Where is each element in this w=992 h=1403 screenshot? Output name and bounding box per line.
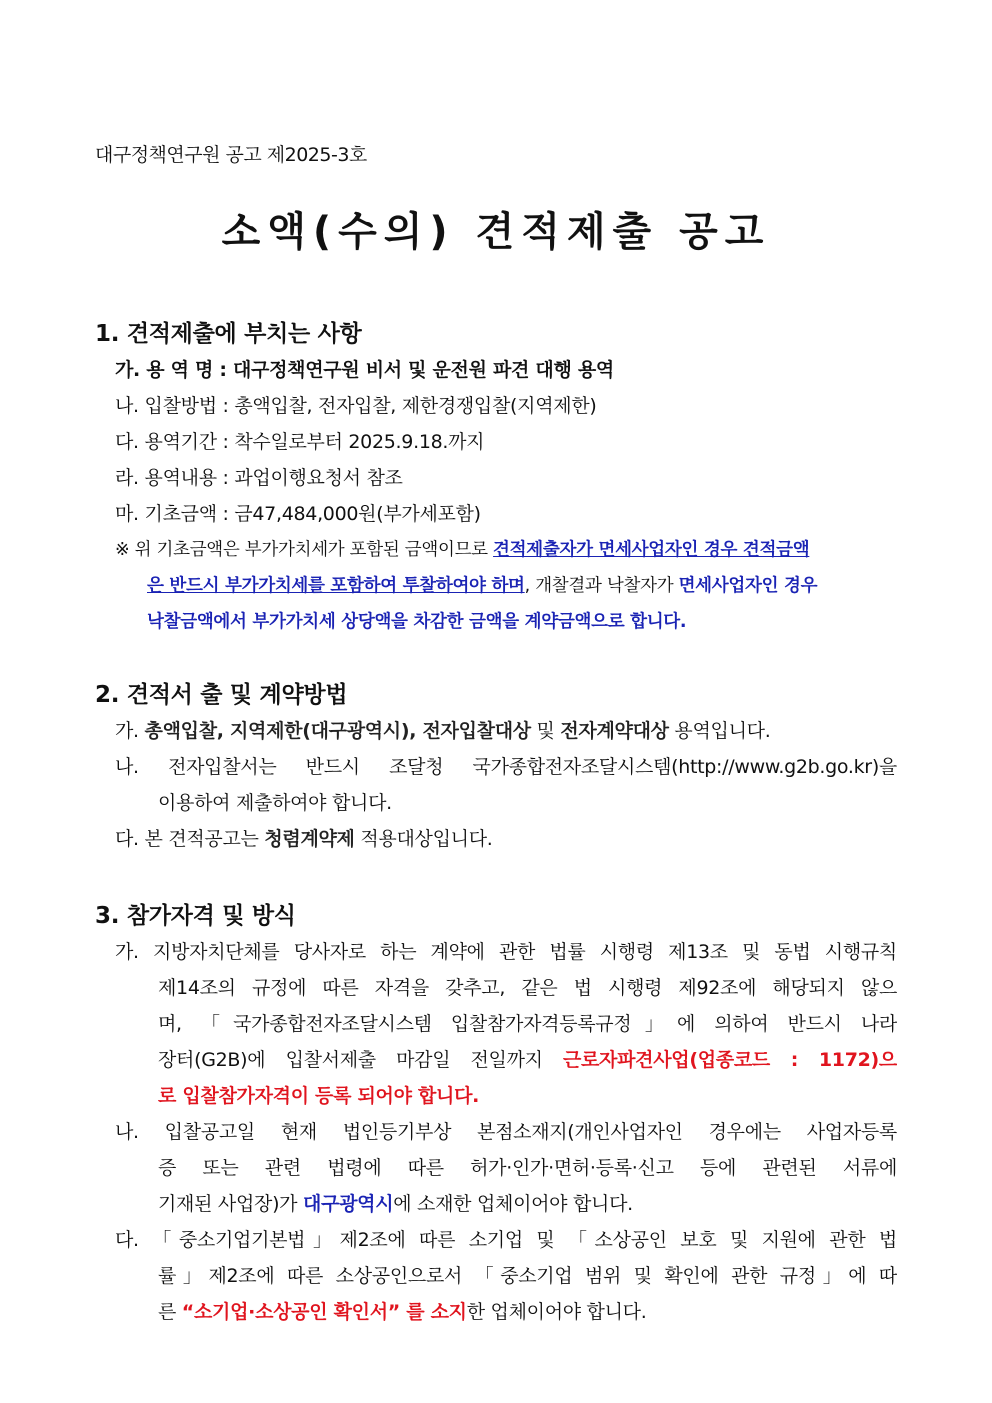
notice-number: 대구정책연구원 공고 제2025-3호 — [95, 144, 367, 166]
section-1-note-line-1 — [95, 532, 897, 568]
section-3-na-line-1: 나. 입찰공고일 현재 법인등기부상 본점소재지(개인사업자인 경우에는 사업자등록 — [115, 1121, 897, 1143]
service-name-text: 가. 용 역 명 : 대구정책연구원 비서 및 운전원 파견 대행 용역 — [115, 359, 614, 381]
da-line-3-prefix: 른 — [158, 1301, 182, 1323]
section-3-da-line-2: 률」제2조에 따른 소상공인으로서 「중소기업 범위 및 확인에 관한 규정」에 따 — [158, 1265, 897, 1287]
note-underline-1: 견적제출자가 면세사업자인 경우 견적금액 — [493, 540, 810, 560]
section-1-item-da: 다. 용역기간 : 착수일로부터 2025.9.18.까지 — [115, 431, 485, 453]
note-underline-2: 은 반드시 부가가치세를 포함하여 투찰하여야 하며 — [147, 576, 525, 596]
ga-mid: 및 — [530, 720, 561, 742]
ga-line-4-prefix: 장터(G2B)에 입찰서제출 마감일 전일까지 — [158, 1049, 563, 1071]
section-3-na-line-3 — [95, 1186, 897, 1222]
ga-prefix: 가. — [115, 720, 145, 742]
section-1-item-ga — [95, 352, 897, 388]
note-bold-1: 면세사업자인 경우 — [678, 576, 818, 596]
section-3-ga-line-1: 가. 지방자치단체를 당사자로 하는 계약에 관한 법률 시행령 제13조 및 동법 시행규칙 — [115, 941, 897, 963]
section-3 — [95, 898, 897, 1330]
section-2 — [95, 677, 897, 857]
section-1-item-ma: 마. 기초금액 : 금47,484,000원(부가세포함) — [115, 503, 481, 525]
ga-bold: 총액입찰, 지역제한(대구광역시), 전자입찰대상 — [144, 720, 531, 742]
section-3-ga-line-5 — [95, 1078, 897, 1114]
section-3-na-line-2: 증 또는 관련 법령에 따른 허가·인가·면허·등록·신고 등에 관련된 서류에 — [158, 1157, 897, 1179]
section-1-item-na: 나. 입찰방법 : 총액입찰, 전자입찰, 제한경쟁입찰(지역제한) — [115, 395, 597, 417]
note-mid: , 개찰결과 낙찰자가 — [524, 576, 679, 596]
na-line-3-suffix: 에 소재한 업체이어야 합니다. — [393, 1193, 633, 1215]
section-3-ga-line-4 — [95, 1042, 897, 1078]
section-3-da-line-1: 다. 「중소기업기본법」제2조에 따른 소기업 및 「소상공인 보호 및 지원에 관한 법 — [115, 1229, 897, 1251]
ga-line-5-red: 로 입찰참가자격이 등록 되어야 합니다. — [158, 1085, 480, 1107]
note-prefix: ※ 위 기초금액은 부가가치세가 포함된 금액이므로 — [115, 540, 494, 560]
section-1-item-ra: 라. 용역내용 : 과업이행요청서 참조 — [115, 467, 403, 489]
section-3-ga-line-3: 며, 「국가종합전자조달시스템 입찰참가자격등록규정」에 의하여 반드시 나라 — [158, 1013, 897, 1035]
da-suffix: 적용대상입니다. — [354, 828, 493, 850]
da-prefix: 다. 본 견적공고는 — [115, 828, 265, 850]
section-3-da-line-3 — [95, 1294, 897, 1330]
section-1-note-line-2 — [95, 568, 897, 604]
ga-bold-2: 전자계약대상 — [560, 720, 669, 742]
section-2-item-ga — [95, 713, 897, 749]
da-line-3-suffix: 한 업체이어야 합니다. — [466, 1301, 647, 1323]
na-line-3-blue: 대구광역시 — [302, 1193, 394, 1215]
section-2-item-na-line-2: 이용하여 제출하여야 합니다. — [158, 792, 392, 814]
ga-line-4-red: 근로자파견사업(업종코드 : 1172)으 — [562, 1049, 897, 1071]
section-3-heading: 3. 참가자격 및 방식 — [95, 903, 296, 929]
page-title: 소액(수의) 견적제출 공고 — [221, 209, 771, 255]
ga-suffix: 용역입니다. — [668, 720, 771, 742]
da-line-3-red: “소기업·소상공인 확인서” 를 소지 — [181, 1301, 467, 1323]
section-1-heading: 1. 견적제출에 부치는 사항 — [95, 321, 362, 347]
section-2-item-na-line-1: 나. 전자입찰서는 반드시 조달청 국가종합전자조달시스템(http://www.g2b.go.kr)을 — [115, 756, 897, 778]
section-3-ga-line-2: 제14조의 규정에 따른 자격을 갖추고, 같은 법 시행령 제92조에 해당되지 않으 — [158, 977, 897, 999]
note-bold-2: 낙찰금액에서 부가가치세 상당액을 차감한 금액을 계약금액으로 합니다. — [147, 612, 687, 632]
section-1 — [95, 316, 897, 640]
na-line-3-prefix: 기재된 사업장)가 — [158, 1193, 303, 1215]
section-1-note-line-3 — [95, 604, 897, 640]
section-2-item-da — [95, 821, 897, 857]
da-bold: 청렴계약제 — [264, 828, 355, 850]
section-2-heading: 2. 견적서 출 및 계약방법 — [95, 682, 348, 708]
